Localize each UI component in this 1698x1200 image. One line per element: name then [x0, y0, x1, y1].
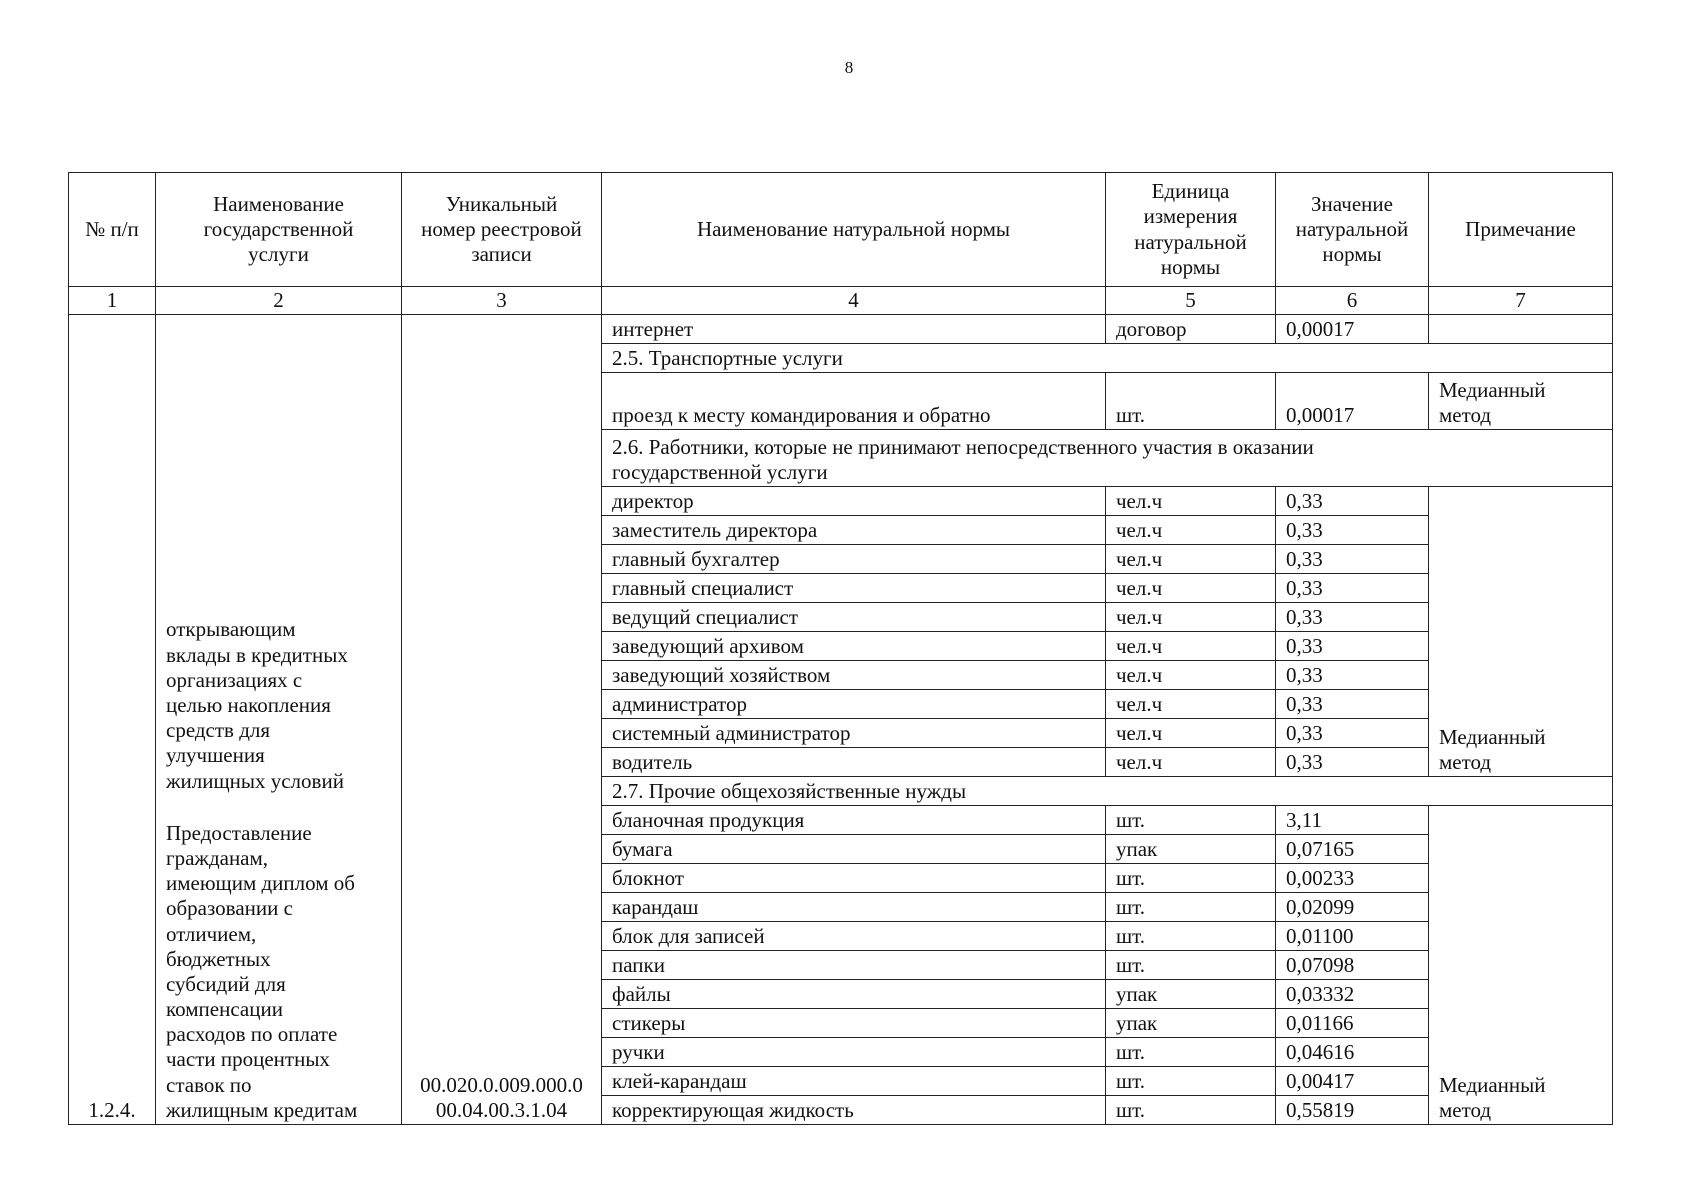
section-title: 2.7. Прочие общехозяйственные нужды	[602, 777, 1613, 806]
column-number: 2	[156, 287, 402, 315]
norm-name: водитель	[602, 748, 1106, 777]
service-line: компенсации	[166, 997, 283, 1022]
norm-unit: упак	[1106, 1009, 1276, 1038]
column-number: 7	[1429, 287, 1613, 315]
norm-unit: шт.	[1106, 893, 1276, 922]
service-line: улучшения	[166, 743, 265, 768]
service-line: отличием,	[166, 921, 257, 946]
service-line: образовании с	[166, 896, 293, 921]
norm-value: 0,55819	[1276, 1096, 1429, 1125]
norm-value: 0,01166	[1276, 1009, 1429, 1038]
column-number-row	[69, 287, 1613, 315]
service-line: средств для	[166, 718, 271, 743]
norm-value: 0,33	[1276, 690, 1429, 719]
header-row	[69, 173, 1613, 287]
service-line: гражданам,	[166, 845, 269, 870]
column-number: 4	[602, 287, 1106, 315]
section-title	[602, 430, 1613, 487]
registry-code-cell	[402, 315, 602, 1125]
norm-note	[1429, 487, 1613, 777]
section-title-line: государственной услуги	[612, 459, 828, 484]
norm-unit: чел.ч	[1106, 719, 1276, 748]
header-registry-number	[402, 173, 602, 287]
note-line: метод	[1439, 1097, 1492, 1122]
service-line: Предоставление	[166, 820, 312, 845]
service-line: бюджетных	[166, 946, 271, 971]
norm-unit: чел.ч	[1106, 516, 1276, 545]
norm-unit: шт.	[1106, 951, 1276, 980]
norm-unit: чел.ч	[1106, 487, 1276, 516]
norm-note	[1429, 806, 1613, 1125]
registry-code-line: 00.020.0.009.000.0	[420, 1072, 583, 1097]
column-number: 6	[1276, 287, 1429, 315]
service-line: открывающим	[166, 617, 296, 642]
note-line: метод	[1439, 749, 1492, 774]
norm-value: 0,33	[1276, 719, 1429, 748]
header-norm-name: Наименование натуральной нормы	[602, 173, 1106, 287]
service-line: имеющим диплом об	[166, 871, 355, 896]
header-registry-line: номер реестровой	[421, 216, 582, 241]
norm-unit: шт.	[1106, 1067, 1276, 1096]
norm-unit: шт.	[1106, 922, 1276, 951]
norm-name: бумага	[602, 835, 1106, 864]
header-service-name	[156, 173, 402, 287]
service-line: вклады в кредитных	[166, 642, 348, 667]
norm-name: заместитель директора	[602, 516, 1106, 545]
norm-name: главный бухгалтер	[602, 545, 1106, 574]
norm-value: 0,33	[1276, 603, 1429, 632]
page-number: 8	[844, 58, 854, 77]
norm-value: 0,00017	[1276, 315, 1429, 344]
service-line: жилищных условий	[166, 768, 344, 793]
norm-name: администратор	[602, 690, 1106, 719]
norm-name: ведущий специалист	[602, 603, 1106, 632]
norm-value: 0,00017	[1276, 373, 1429, 430]
norm-name: стикеры	[602, 1009, 1106, 1038]
norm-unit: шт.	[1106, 1038, 1276, 1067]
header-unit-line: Единица	[1151, 179, 1230, 204]
norm-value: 0,07165	[1276, 835, 1429, 864]
norm-value: 0,33	[1276, 748, 1429, 777]
norm-value: 3,11	[1276, 806, 1429, 835]
section-title-line: 2.6. Работники, которые не принимают непосредственного участия в оказании	[612, 434, 1314, 459]
norm-name: главный специалист	[602, 574, 1106, 603]
norm-name: корректирующая жидкость	[602, 1096, 1106, 1125]
norm-value: 0,07098	[1276, 951, 1429, 980]
column-number: 3	[402, 287, 602, 315]
header-value	[1276, 173, 1429, 287]
service-line: организациях с	[166, 667, 303, 692]
norm-unit: шт.	[1106, 373, 1276, 430]
note-line: Медианный	[1439, 1072, 1546, 1097]
header-registry-line: Уникальный	[445, 191, 558, 216]
norm-unit: чел.ч	[1106, 574, 1276, 603]
norm-unit: чел.ч	[1106, 748, 1276, 777]
norm-value: 0,00233	[1276, 864, 1429, 893]
service-line: ставок по	[166, 1072, 252, 1097]
norm-value: 0,04616	[1276, 1038, 1429, 1067]
section-title: 2.5. Транспортные услуги	[602, 344, 1613, 373]
header-note: Примечание	[1429, 173, 1613, 287]
norm-value: 0,33	[1276, 574, 1429, 603]
service-line: целью накопления	[166, 693, 331, 717]
norm-name: папки	[602, 951, 1106, 980]
norm-name: файлы	[602, 980, 1106, 1009]
header-unit-line: нормы	[1160, 254, 1221, 279]
norm-name: интернет	[602, 315, 1106, 344]
norm-value: 0,02099	[1276, 893, 1429, 922]
norm-unit: чел.ч	[1106, 690, 1276, 719]
header-service-line: государственной	[203, 216, 354, 241]
norm-unit: упак	[1106, 980, 1276, 1009]
norm-value: 0,33	[1276, 487, 1429, 516]
column-number: 1	[69, 287, 156, 315]
norm-note	[1429, 315, 1613, 344]
norm-name: бланочная продукция	[602, 806, 1106, 835]
header-unit	[1106, 173, 1276, 287]
note-line: Медианный	[1439, 377, 1546, 402]
header-value-line: Значение	[1311, 191, 1393, 216]
norms-table	[68, 172, 1613, 1125]
row-number: 1.2.4.	[69, 315, 156, 1125]
header-unit-line: натуральной	[1134, 229, 1247, 254]
service-name-cell	[156, 315, 402, 1125]
norm-name: блокнот	[602, 864, 1106, 893]
norm-value: 0,03332	[1276, 980, 1429, 1009]
norm-name: системный администратор	[602, 719, 1106, 748]
norm-unit: упак	[1106, 835, 1276, 864]
norm-name: блок для записей	[602, 922, 1106, 951]
paragraph-gap	[166, 794, 391, 821]
norm-unit: шт.	[1106, 864, 1276, 893]
norm-value: 0,33	[1276, 632, 1429, 661]
header-service-line: услуги	[248, 242, 309, 267]
norm-name: клей-карандаш	[602, 1067, 1106, 1096]
header-value-line: нормы	[1322, 242, 1382, 267]
norm-unit: чел.ч	[1106, 632, 1276, 661]
header-unit-line: измерения	[1143, 204, 1238, 229]
service-line: жилищным кредитам	[166, 1097, 358, 1122]
header-number: № п/п	[69, 173, 156, 287]
column-number: 5	[1106, 287, 1276, 315]
norm-note	[1429, 373, 1613, 430]
service-line: субсидий для	[166, 971, 286, 996]
norm-unit: договор	[1106, 315, 1276, 344]
header-registry-line: записи	[471, 242, 532, 267]
norm-name: заведующий хозяйством	[602, 661, 1106, 690]
service-line: расходов по оплате	[166, 1022, 338, 1047]
norm-name: заведующий архивом	[602, 632, 1106, 661]
norm-name: директор	[602, 487, 1106, 516]
norm-unit: шт.	[1106, 806, 1276, 835]
norm-name: проезд к месту командирования и обратно	[602, 373, 1106, 430]
norm-value: 0,33	[1276, 516, 1429, 545]
header-value-line: натуральной	[1295, 216, 1409, 241]
norm-value: 0,00417	[1276, 1067, 1429, 1096]
norm-unit: чел.ч	[1106, 661, 1276, 690]
norm-name: ручки	[602, 1038, 1106, 1067]
norm-value: 0,01100	[1276, 922, 1429, 951]
note-line: метод	[1439, 402, 1492, 427]
norm-value: 0,33	[1276, 545, 1429, 574]
service-line: части процентных	[166, 1047, 330, 1072]
norm-name: карандаш	[602, 893, 1106, 922]
registry-code-line: 00.04.00.3.1.04	[435, 1097, 568, 1122]
norm-unit: чел.ч	[1106, 603, 1276, 632]
norm-value: 0,33	[1276, 661, 1429, 690]
norm-unit: чел.ч	[1106, 545, 1276, 574]
header-service-line: Наименование	[213, 191, 344, 216]
table-row	[69, 315, 1613, 344]
norm-unit: шт.	[1106, 1096, 1276, 1125]
note-line: Медианный	[1439, 724, 1546, 749]
